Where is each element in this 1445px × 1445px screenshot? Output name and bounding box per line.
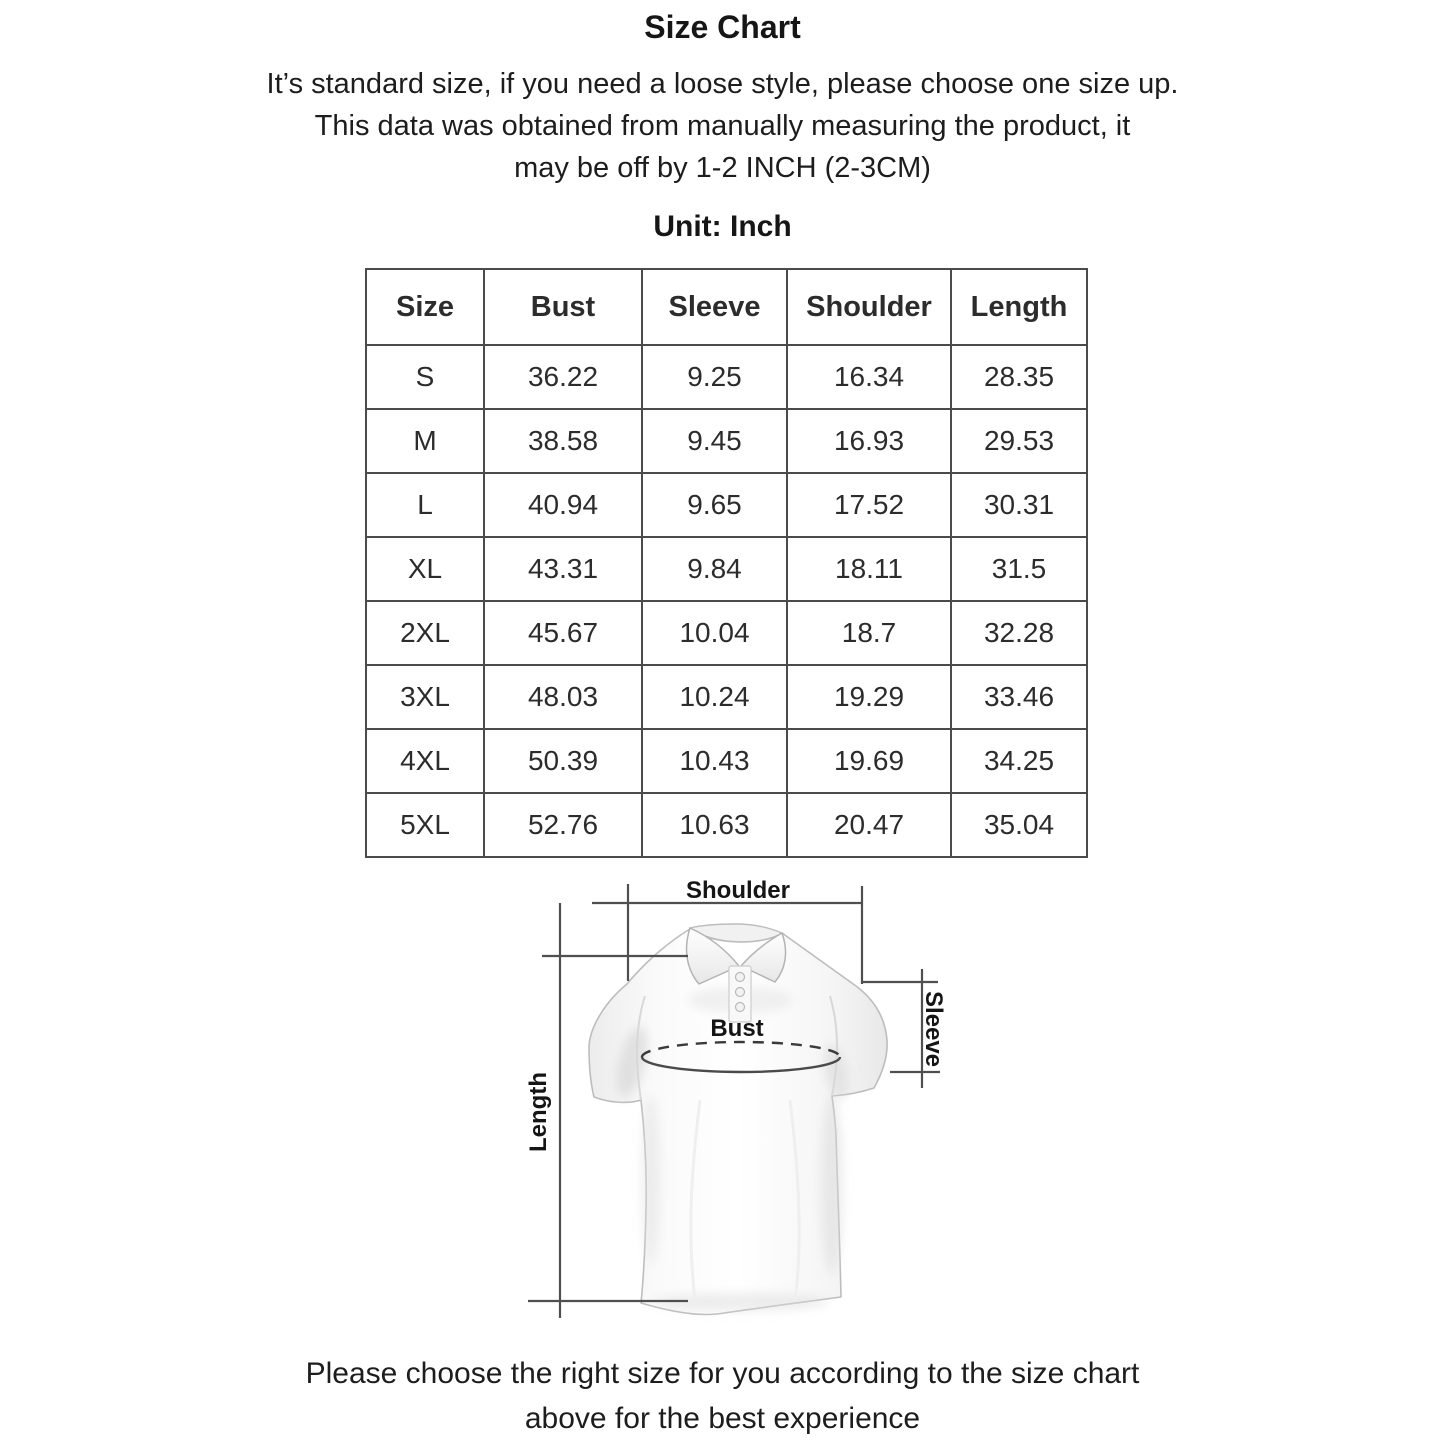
- footer-line-1: Please choose the right size for you according to the size chart: [305, 1357, 1140, 1390]
- measurement-cell: 9.45: [642, 409, 787, 473]
- polo-shirt-illustration: [495, 866, 1005, 1334]
- measurement-cell: 43.31: [484, 537, 642, 601]
- table-row: [366, 537, 1087, 601]
- measurement-cell: 17.52: [787, 473, 951, 537]
- column-header-bust: Bust: [484, 269, 642, 345]
- measurement-cell: 9.84: [642, 537, 787, 601]
- measurement-cell: 10.24: [642, 665, 787, 729]
- column-header-sleeve: Sleeve: [642, 269, 787, 345]
- measurement-cell: 31.5: [951, 537, 1087, 601]
- measurement-cell: 16.93: [787, 409, 951, 473]
- measurement-cell: 10.04: [642, 601, 787, 665]
- size-cell: XL: [366, 537, 484, 601]
- measurement-cell: 38.58: [484, 409, 642, 473]
- shoulder-dim-label: Shoulder: [685, 877, 791, 904]
- measurement-cell: 29.53: [951, 409, 1087, 473]
- table-row: [366, 601, 1087, 665]
- table-row: [366, 473, 1087, 537]
- shirt-placket: [729, 966, 751, 1022]
- size-table-body: [366, 345, 1087, 857]
- measurement-cell: 35.04: [951, 793, 1087, 857]
- measurement-cell: 50.39: [484, 729, 642, 793]
- size-cell: 3XL: [366, 665, 484, 729]
- measurement-cell: 34.25: [951, 729, 1087, 793]
- measurement-cell: 10.63: [642, 793, 787, 857]
- column-header-shoulder: Shoulder: [787, 269, 951, 345]
- intro-line-1: It’s standard size, if you need a loose style, please choose one size up.: [266, 68, 1179, 100]
- measurement-cell: 10.43: [642, 729, 787, 793]
- measurement-cell: 18.7: [787, 601, 951, 665]
- measurement-cell: 16.34: [787, 345, 951, 409]
- measurement-cell: 19.29: [787, 665, 951, 729]
- table-row: [366, 409, 1087, 473]
- measurement-cell: 40.94: [484, 473, 642, 537]
- column-header-size: Size: [366, 269, 484, 345]
- intro-line-2: This data was obtained from manually measuring the product, it: [314, 110, 1131, 142]
- measurement-cell: 32.28: [951, 601, 1087, 665]
- size-cell: M: [366, 409, 484, 473]
- page-title: Size Chart: [644, 9, 801, 45]
- column-header-length: Length: [951, 269, 1087, 345]
- table-row: [366, 729, 1087, 793]
- shirt-buttons: [736, 973, 745, 1012]
- measurement-cell: 19.69: [787, 729, 951, 793]
- shirt-measurement-diagram: [495, 866, 1005, 1334]
- size-cell: S: [366, 345, 484, 409]
- bust-dim-label: Bust: [710, 1015, 764, 1042]
- table-header-row: [366, 269, 1087, 345]
- measurement-cell: 36.22: [484, 345, 642, 409]
- size-cell: L: [366, 473, 484, 537]
- intro-text: [0, 63, 1445, 189]
- sleeve-dim-label: Sleeve: [920, 990, 947, 1068]
- intro-line-3: may be off by 1-2 INCH (2-3CM): [514, 152, 931, 184]
- footer-note: [0, 1351, 1445, 1441]
- measurement-cell: 9.25: [642, 345, 787, 409]
- size-table: [365, 268, 1088, 858]
- measurement-cell: 52.76: [484, 793, 642, 857]
- table-row: [366, 665, 1087, 729]
- measurement-cell: 48.03: [484, 665, 642, 729]
- table-row: [366, 793, 1087, 857]
- measurement-cell: 30.31: [951, 473, 1087, 537]
- size-cell: 2XL: [366, 601, 484, 665]
- footer-line-2: above for the best experience: [524, 1402, 921, 1435]
- table-row: [366, 345, 1087, 409]
- length-dim-label: Length: [525, 1072, 552, 1152]
- size-cell: 5XL: [366, 793, 484, 857]
- measurement-cell: 18.11: [787, 537, 951, 601]
- measurement-cell: 33.46: [951, 665, 1087, 729]
- unit-label: Unit: Inch: [653, 210, 792, 243]
- size-cell: 4XL: [366, 729, 484, 793]
- measurement-cell: 45.67: [484, 601, 642, 665]
- measurement-cell: 9.65: [642, 473, 787, 537]
- measurement-cell: 28.35: [951, 345, 1087, 409]
- measurement-cell: 20.47: [787, 793, 951, 857]
